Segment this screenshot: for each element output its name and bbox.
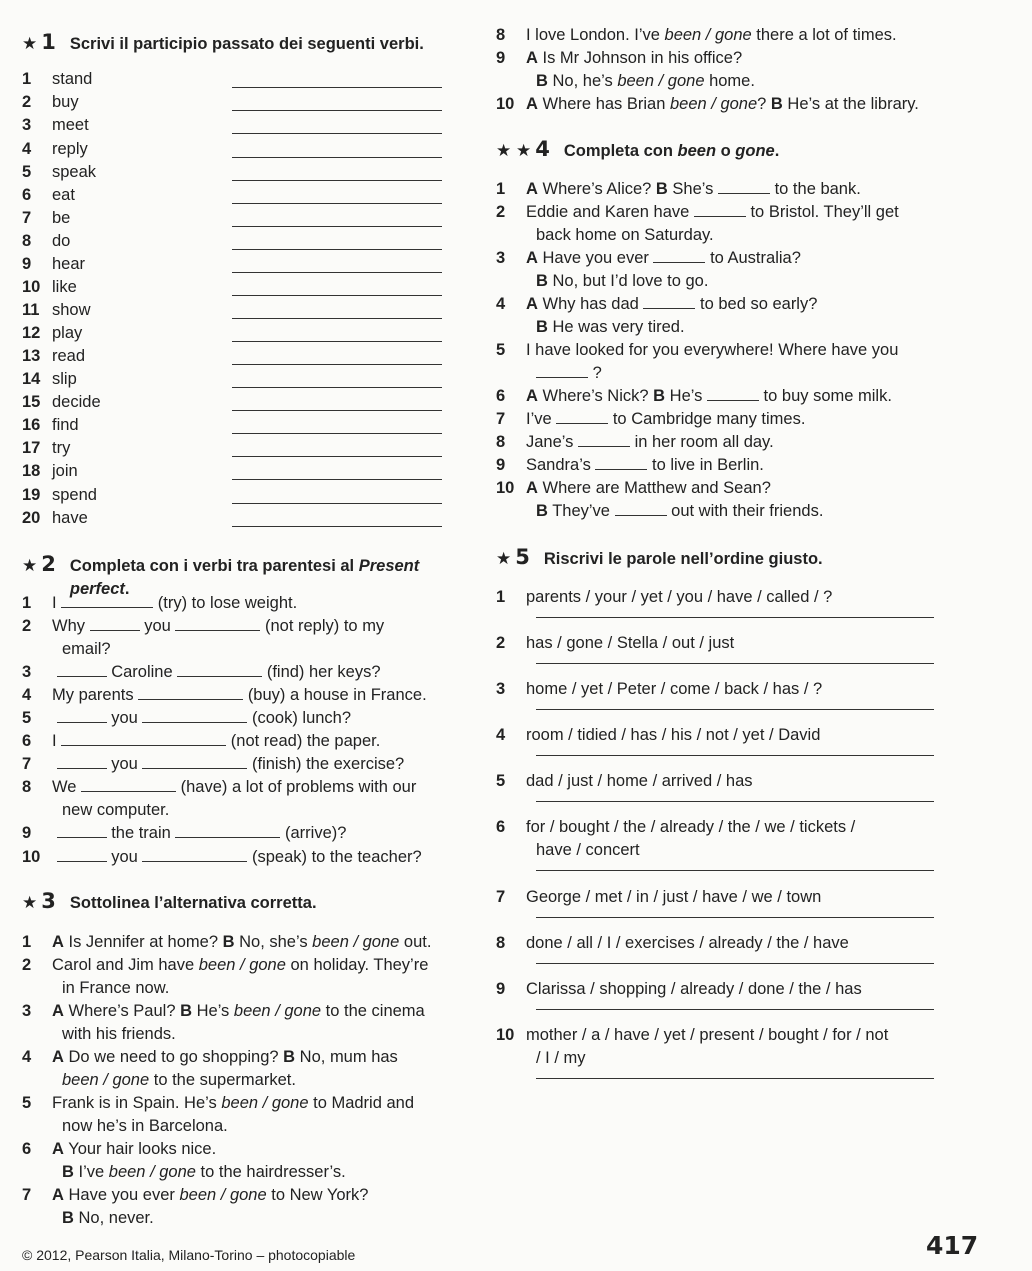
copyright-footer: © 2012, Pearson Italia, Milano-Torino – photocopiable <box>22 1247 356 1263</box>
answer-line[interactable] <box>232 133 442 134</box>
item-number: 14 <box>22 370 41 388</box>
ex5-item <box>496 932 849 955</box>
ex1-item <box>22 207 70 230</box>
item-number: 10 <box>496 1026 515 1044</box>
answer-line[interactable] <box>232 157 442 158</box>
verb: show <box>52 301 91 319</box>
word-sequence: done / all / I / exercises / already / the / have <box>526 934 849 952</box>
ex5-item <box>496 816 855 839</box>
ex3-item-6-cont: B I’ve been / gone to the hairdresser’s. <box>62 1163 346 1181</box>
item-number: 12 <box>22 324 41 342</box>
ex4-item-10-cont: B They’ve out with their friends. <box>536 502 824 520</box>
ex2-item-3: 3 Caroline (find) her keys? <box>22 663 381 681</box>
answer-blank[interactable] <box>57 754 107 769</box>
answer-line[interactable] <box>232 479 442 480</box>
exercise-3-heading <box>22 890 317 915</box>
word-sequence: for / bought / the / already / the / we / tickets / <box>526 818 856 836</box>
ex2-item-2-cont: email? <box>62 640 111 658</box>
answer-blank[interactable] <box>595 455 647 470</box>
ex5-item <box>496 678 822 701</box>
ex2-item-1: 1 I (try) to lose weight. <box>22 594 298 612</box>
exercise-5-heading <box>496 546 823 571</box>
item-number: 6 <box>22 186 32 204</box>
verb: decide <box>52 393 101 411</box>
ex3-item-3-cont: with his friends. <box>62 1025 176 1043</box>
ex3-item-2: 2 Carol and Jim have been / gone on holiday. They’re <box>22 956 429 974</box>
answer-blank[interactable] <box>175 616 260 631</box>
item-number: 15 <box>22 393 41 411</box>
verb: slip <box>52 370 77 388</box>
star-icon: ★ <box>22 34 38 53</box>
answer-line[interactable] <box>232 226 442 227</box>
item-number: 6 <box>496 818 506 836</box>
star-icon: ★ <box>496 549 512 568</box>
ex3-item-4-cont: been / gone to the supermarket. <box>62 1071 296 1089</box>
answer-blank[interactable] <box>142 754 247 769</box>
verb: read <box>52 347 86 365</box>
answer-line[interactable] <box>536 709 934 710</box>
answer-blank[interactable] <box>57 662 107 677</box>
item-number: 13 <box>22 347 41 365</box>
choice-option[interactable]: been / gone <box>108 1163 196 1181</box>
item-number: 8 <box>22 232 32 250</box>
ex2-item-8: 8 We (have) a lot of problems with our <box>22 778 417 796</box>
answer-blank[interactable] <box>536 363 588 378</box>
ex1-item <box>22 276 77 299</box>
ex4-item-2-cont: back home on Saturday. <box>536 226 714 244</box>
word-sequence: mother / a / have / yet / present / bought / for / not <box>526 1026 889 1044</box>
ex3-item-2-cont: in France now. <box>62 979 170 997</box>
ex5-item <box>496 632 734 655</box>
exercise-number: 4 <box>535 137 550 161</box>
answer-line[interactable] <box>232 364 442 365</box>
ex1-item <box>22 391 101 414</box>
choice-option[interactable]: been / gone <box>669 95 758 113</box>
verb: hear <box>52 255 86 273</box>
exercise-title: Riscrivi le parole nell’ordine giusto. <box>543 550 823 568</box>
answer-blank[interactable] <box>175 823 280 838</box>
ex3-item-3: 3 A Where’s Paul? B He’s been / gone to the cinema <box>22 1002 425 1020</box>
ex4-item-4-cont: B He was very tired. <box>536 318 685 336</box>
answer-line[interactable] <box>232 272 442 273</box>
verb: stand <box>52 70 93 88</box>
ex3-item-6: 6 A Your hair looks nice. <box>22 1140 217 1158</box>
item-number: 10 <box>22 278 41 296</box>
exercise-1-heading <box>22 31 424 56</box>
word-sequence: home / yet / Peter / come / back / has / ? <box>526 680 823 698</box>
verb: be <box>52 209 71 227</box>
ex3-item-4: 4 A Do we need to go shopping? B No, mum has <box>22 1048 398 1066</box>
item-number: 19 <box>22 486 41 504</box>
ex3-item-7-cont: B No, never. <box>62 1209 154 1227</box>
exercise-title: Completa con been o gone. <box>563 142 780 160</box>
item-number: 20 <box>22 509 41 527</box>
ex1-item <box>22 414 79 437</box>
answer-line[interactable] <box>232 110 442 111</box>
ex5-item <box>496 886 821 909</box>
answer-line[interactable] <box>232 410 442 411</box>
ex3-item-9-cont: B No, he’s been / gone home. <box>536 72 755 90</box>
item-number: 2 <box>496 634 506 652</box>
ex1-item <box>22 437 70 460</box>
choice-option[interactable]: been / gone <box>198 956 286 974</box>
ex4-item-2: 2 Eddie and Karen have to Bristol. They’ll get <box>496 203 899 221</box>
verb: spend <box>52 486 97 504</box>
ex1-item <box>22 507 88 530</box>
answer-blank[interactable] <box>90 616 140 631</box>
exercise-title: Completa con i verbi tra parentesi al Present perfect. <box>69 557 420 599</box>
item-number: 5 <box>22 163 32 181</box>
ex5-item <box>496 586 832 609</box>
answer-line[interactable] <box>536 801 934 802</box>
answer-blank[interactable] <box>643 294 695 309</box>
verb: eat <box>52 186 75 204</box>
answer-line[interactable] <box>232 341 442 342</box>
answer-blank[interactable] <box>556 409 608 424</box>
ex2-item-6: 6 I (not read) the paper. <box>22 732 381 750</box>
ex1-item <box>22 322 82 345</box>
ex1-item <box>22 91 79 114</box>
ex1-item <box>22 161 96 184</box>
ex1-item <box>22 138 88 161</box>
answer-line[interactable] <box>232 433 442 434</box>
answer-blank[interactable] <box>81 777 176 792</box>
answer-blank[interactable] <box>653 248 705 263</box>
answer-blank[interactable] <box>694 202 746 217</box>
exercise-number: 2 <box>41 552 56 576</box>
ex2-item-7: 7 you (finish) the exercise? <box>22 755 405 773</box>
ex2-item-5: 5 you (cook) lunch? <box>22 709 352 727</box>
item-number: 18 <box>22 462 41 480</box>
ex5-item <box>496 770 753 793</box>
answer-line[interactable] <box>536 1078 934 1079</box>
choice-option[interactable]: been / gone <box>179 1186 267 1204</box>
word-sequence: Clarissa / shopping / already / done / the / has <box>526 980 862 998</box>
answer-blank[interactable] <box>61 731 226 746</box>
verb: find <box>52 416 79 434</box>
answer-line[interactable] <box>232 249 442 250</box>
answer-line[interactable] <box>536 663 934 664</box>
item-number: 4 <box>496 726 506 744</box>
item-number: 7 <box>496 888 506 906</box>
ex1-item <box>22 114 89 137</box>
item-number: 3 <box>496 680 506 698</box>
choice-option[interactable]: been / gone <box>664 26 752 44</box>
answer-line[interactable] <box>536 963 934 964</box>
ex1-item <box>22 184 75 207</box>
ex5-item-cont: / I / my <box>536 1049 586 1067</box>
verb: try <box>52 439 71 457</box>
item-number: 9 <box>496 980 506 998</box>
answer-line[interactable] <box>232 456 442 457</box>
ex1-item <box>22 484 97 507</box>
verb: speak <box>52 163 97 181</box>
ex2-item-2: 2 Why you (not reply) to my <box>22 617 385 635</box>
ex2-item-9: 9 the train (arrive)? <box>22 824 347 842</box>
ex5-item-cont: have / concert <box>536 841 640 859</box>
ex4-item-8: 8 Jane’s in her room all day. <box>496 433 774 451</box>
word-sequence: has / gone / Stella / out / just <box>526 634 735 652</box>
ex4-item-9: 9 Sandra’s to live in Berlin. <box>496 456 764 474</box>
ex5-item <box>496 1024 888 1047</box>
ex4-item-3: 3 A Have you ever to Australia? <box>496 249 801 267</box>
answer-line[interactable] <box>536 1009 934 1010</box>
answer-blank[interactable] <box>61 593 153 608</box>
exercise-number: 1 <box>41 30 56 54</box>
answer-line[interactable] <box>536 917 934 918</box>
item-number: 7 <box>22 209 32 227</box>
answer-line[interactable] <box>536 870 934 871</box>
answer-line[interactable] <box>232 203 442 204</box>
item-number: 11 <box>22 301 40 319</box>
word-sequence: George / met / in / just / have / we / town <box>526 888 822 906</box>
answer-blank[interactable] <box>177 662 262 677</box>
exercise-number: 5 <box>515 545 530 569</box>
ex3-item-7: 7 A Have you ever been / gone to New York? <box>22 1186 369 1204</box>
ex4-item-4: 4 A Why has dad to bed so early? <box>496 295 818 313</box>
ex3-item-8: 8 I love London. I’ve been / gone there a lot of times. <box>496 26 897 44</box>
exercise-title: Sottolinea l’alternativa corretta. <box>69 894 317 912</box>
choice-option[interactable]: been / gone <box>221 1094 309 1112</box>
ex2-item-4: 4 My parents (buy) a house in France. <box>22 686 427 704</box>
answer-line[interactable] <box>232 180 442 181</box>
ex4-item-5: 5 I have looked for you everywhere! Where have you <box>496 341 899 359</box>
exercise-4-heading <box>496 138 779 163</box>
ex3-item-10: 10 A Where has Brian been / gone? B He’s at the library. <box>496 95 919 113</box>
ex2-item-8-cont: new computer. <box>62 801 170 819</box>
ex2-item-10: 10 you (speak) to the teacher? <box>22 848 422 866</box>
ex1-item <box>22 299 91 322</box>
item-number: 1 <box>22 70 32 88</box>
answer-blank[interactable] <box>57 823 107 838</box>
answer-line[interactable] <box>232 503 442 504</box>
item-number: 8 <box>496 934 506 952</box>
ex4-item-6: 6 A Where’s Nick? B He’s to buy some milk. <box>496 387 892 405</box>
ex1-item <box>22 68 92 91</box>
ex4-item-3-cont: B No, but I’d love to go. <box>536 272 709 290</box>
verb: join <box>52 462 78 480</box>
choice-option[interactable]: been / gone <box>62 1071 150 1089</box>
item-number: 16 <box>22 416 41 434</box>
item-number: 5 <box>496 772 506 790</box>
answer-blank[interactable] <box>142 847 247 862</box>
verb: play <box>52 324 83 342</box>
word-sequence: dad / just / home / arrived / has <box>526 772 753 790</box>
answer-blank[interactable] <box>142 708 247 723</box>
star-icon: ★ <box>22 893 38 912</box>
ex3-item-9: 9 A Is Mr Johnson in his office? <box>496 49 743 67</box>
answer-line[interactable] <box>232 526 442 527</box>
answer-line[interactable] <box>232 318 442 319</box>
item-number: 2 <box>22 93 32 111</box>
answer-blank[interactable] <box>138 685 243 700</box>
ex1-item <box>22 253 85 276</box>
answer-blank[interactable] <box>707 386 759 401</box>
answer-blank[interactable] <box>57 708 107 723</box>
word-sequence: room / tidied / has / his / not / yet / David <box>526 726 821 744</box>
verb: have <box>52 509 88 527</box>
item-number: 17 <box>22 439 41 457</box>
star-icon: ★ ★ <box>496 141 532 160</box>
star-icon: ★ <box>22 556 38 575</box>
answer-line[interactable] <box>232 87 442 88</box>
ex4-item-5-cont: ? <box>496 362 602 385</box>
item-number: 1 <box>496 588 506 606</box>
ex4-item-7: 7 I’ve to Cambridge many times. <box>496 410 806 428</box>
verb: reply <box>52 140 88 158</box>
answer-line[interactable] <box>536 617 934 618</box>
item-number: 9 <box>22 255 32 273</box>
word-sequence: parents / your / yet / you / have / called / ? <box>526 588 833 606</box>
choice-option[interactable]: been / gone <box>233 1002 322 1020</box>
choice-option[interactable]: been / gone <box>617 72 705 90</box>
answer-blank[interactable] <box>578 432 630 447</box>
ex1-item <box>22 368 77 391</box>
page-number: 417 <box>926 1231 979 1260</box>
ex4-item-1: 1 A Where’s Alice? B She’s to the bank. <box>496 180 861 198</box>
exercise-title: Scrivi il participio passato dei seguenti verbi. <box>69 35 424 53</box>
verb: do <box>52 232 71 250</box>
answer-line[interactable] <box>232 295 442 296</box>
verb: buy <box>52 93 79 111</box>
ex1-item <box>22 460 78 483</box>
item-number: 3 <box>22 116 32 134</box>
answer-blank[interactable] <box>57 847 107 862</box>
verb: like <box>52 278 77 296</box>
answer-line[interactable] <box>232 387 442 388</box>
answer-blank[interactable] <box>615 501 667 516</box>
choice-option[interactable]: been / gone <box>312 933 400 951</box>
answer-line[interactable] <box>536 755 934 756</box>
answer-blank[interactable] <box>718 179 770 194</box>
exercise-number: 3 <box>41 889 56 913</box>
ex5-item <box>496 724 820 747</box>
ex4-item-10: 10 A Where are Matthew and Sean? <box>496 479 771 497</box>
verb: meet <box>52 116 89 134</box>
ex3-item-1: 1 A Is Jennifer at home? B No, she’s been / gone out. <box>22 933 432 951</box>
ex3-item-5-cont: now he’s in Barcelona. <box>62 1117 228 1135</box>
ex1-item <box>22 345 85 368</box>
ex1-item <box>22 230 70 253</box>
ex3-item-5: 5 Frank is in Spain. He’s been / gone to Madrid and <box>22 1094 415 1112</box>
ex5-item <box>496 978 862 1001</box>
item-number: 4 <box>22 140 32 158</box>
